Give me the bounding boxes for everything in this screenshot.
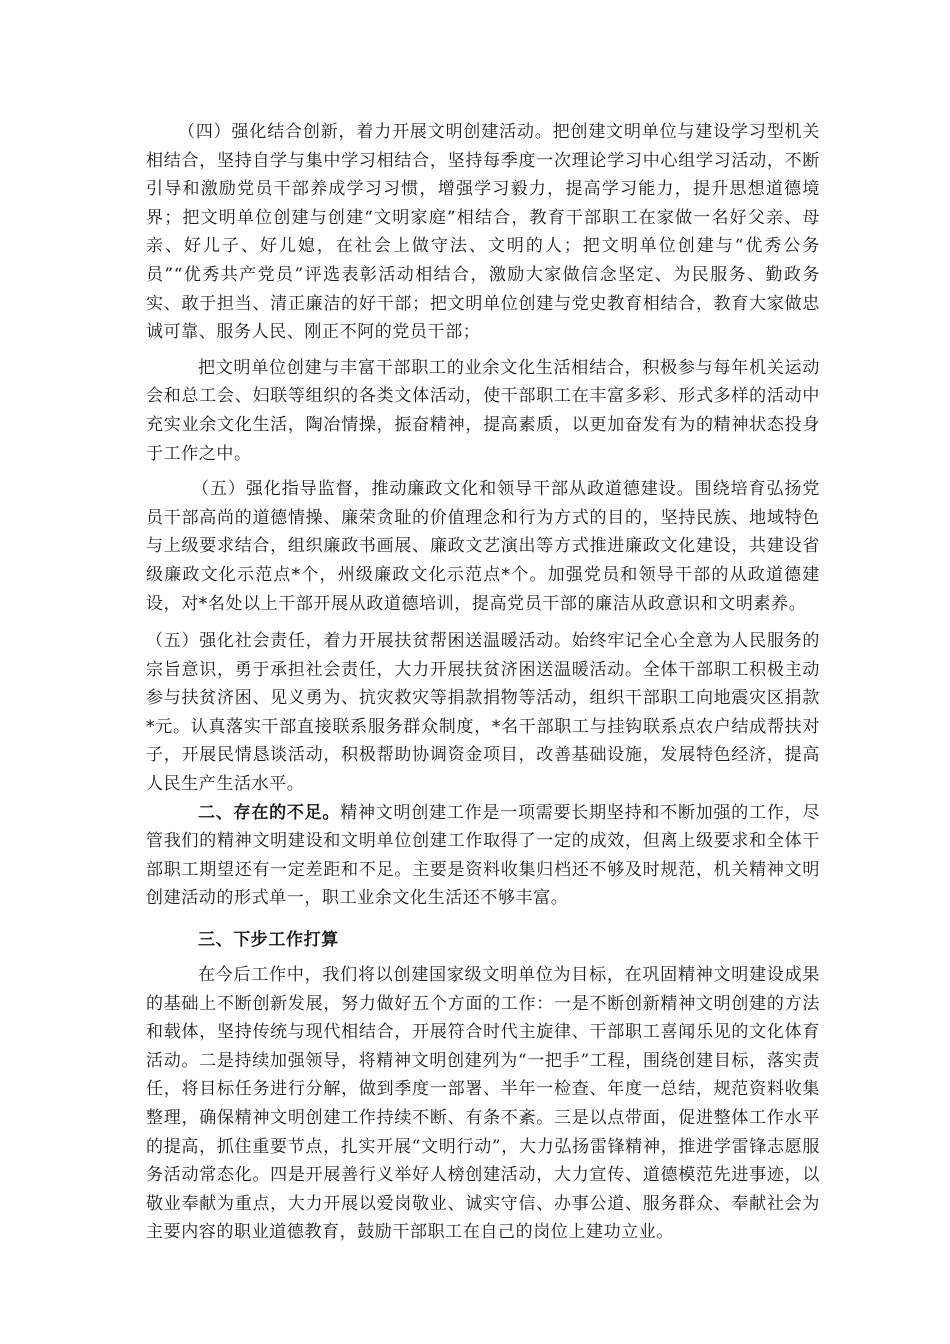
shortcomings-body: 精神文明创建工作是一项需要长期坚持和不断加强的工作，尽管我们的精神文明建设和文明单位创建工作取得了一定的成效，但离上级要求和全体干部职工期望还有一定差距和不足。主要是资料收集归档还不够及时规范，机关精神文明创建活动的形式单一，职工业余文化生活还不够丰富。	[146, 802, 820, 909]
section-heading-next-steps: 三、下步工作打算	[198, 930, 339, 951]
paragraph-section-4: （四）强化结合创新，着力开展文明创建活动。把创建文明单位与建设学习型机关相结合，坚持自学与集中学习相结合，坚持每季度一次理论学习中心组学习活动，不断引导和激励党员干部养成学习习惯，增强学习毅力，提高学习能力，提升思想道德境界；把文明单位创建与创建“文明家庭”相结合，教育干部职工在家做一名好父亲、母亲、好儿子、好儿媳，在社会上做守法、文明的人；把文明单位创建与“优秀公务员”“优秀共产党员”评选表彰活动相结合，激励大家做信念坚定、为民服务、勤政务实、敢于担当、清正廉洁的好干部；把文明单位创建与党史教育相结合，教育大家做忠诚可靠、服务人民、刚正不阿的党员干部；	[146, 122, 820, 343]
paragraph-section-5-integrity: （五）强化指导监督，推动廉政文化和领导干部从政道德建设。围绕培育弘扬党员干部高尚的道德情操、廉荣贪耻的价值理念和行为方式的目的，坚持民族、地域特色与上级要求结合，组织廉政书画展、廉政文艺演出等方式推进廉政文化建设，共建设省级廉政文化示范点*个，州级廉政文化示范点*个。加强党员和领导干部的从政道德建设，对*名处以上干部开展从政道德培训，提高党员干部的廉洁从政意识和文明素养。	[146, 479, 820, 614]
paragraph-shortcomings	[146, 799, 820, 913]
paragraph-culture-life: 把文明单位创建与丰富干部职工的业余文化生活相结合，积极参与每年机关运动会和总工会、妇联等组织的各类文体活动，使干部职工在丰富多彩、形式多样的活动中充实业余文化生活，陶冶情操，振奋精神，提高素质，以更加奋发有为的精神状态投身于工作之中。	[146, 357, 820, 464]
paragraph-section-5-social: （五）强化社会责任，着力开展扶贫帮困送温暖活动。始终牢记全心全意为人民服务的宗旨意识，勇于承担社会责任，大力开展扶贫济困送温暖活动。全体干部职工积极主动参与扶贫济困、见义勇为、抗灾救灾等捐款捐物等活动，组织干部职工向地震灾区捐款*元。认真落实干部直接联系服务群众制度，*名干部职工与挂钩联系点农户结成帮扶对子，开展民情恳谈活动，积极帮助协调资金项目，改善基础设施，发展特色经济，提高人民生产生活水平。	[146, 631, 820, 795]
paragraph-next-steps: 在今后工作中，我们将以创建国家级文明单位为目标，在巩固精神文明建设成果的基础上不断创新发展，努力做好五个方面的工作：一是不断创新精神文明创建的方法和载体，坚持传统与现代相结合，开展符合时代主旋律、干部职工喜闻乐见的文化体育活动。二是持续加强领导，将精神文明创建列为“一把手”工程，围绕创建目标，落实责任，将目标任务进行分解，做到季度一部署、半年一检查、年度一总结，规范资料收集整理，确保精神文明创建工作持续不断、有条不紊。三是以点带面，促进整体工作水平的提高，抓住重要节点，扎实开展“文明行动”，大力弘扬雷锋精神，推进学雷锋志愿服务活动常态化。四是开展善行义举好人榜创建活动，大力宣传、道德模范先进事迹，以敬业奉献为重点，大力开展以爱岗敬业、诚实守信、办事公道、服务群众、奉献社会为主要内容的职业道德教育，鼓励干部职工在自己的岗位上建功立业。	[146, 965, 820, 1243]
shortcomings-lead: 二、存在的不足。	[198, 802, 341, 823]
document-page	[146, 118, 820, 1247]
